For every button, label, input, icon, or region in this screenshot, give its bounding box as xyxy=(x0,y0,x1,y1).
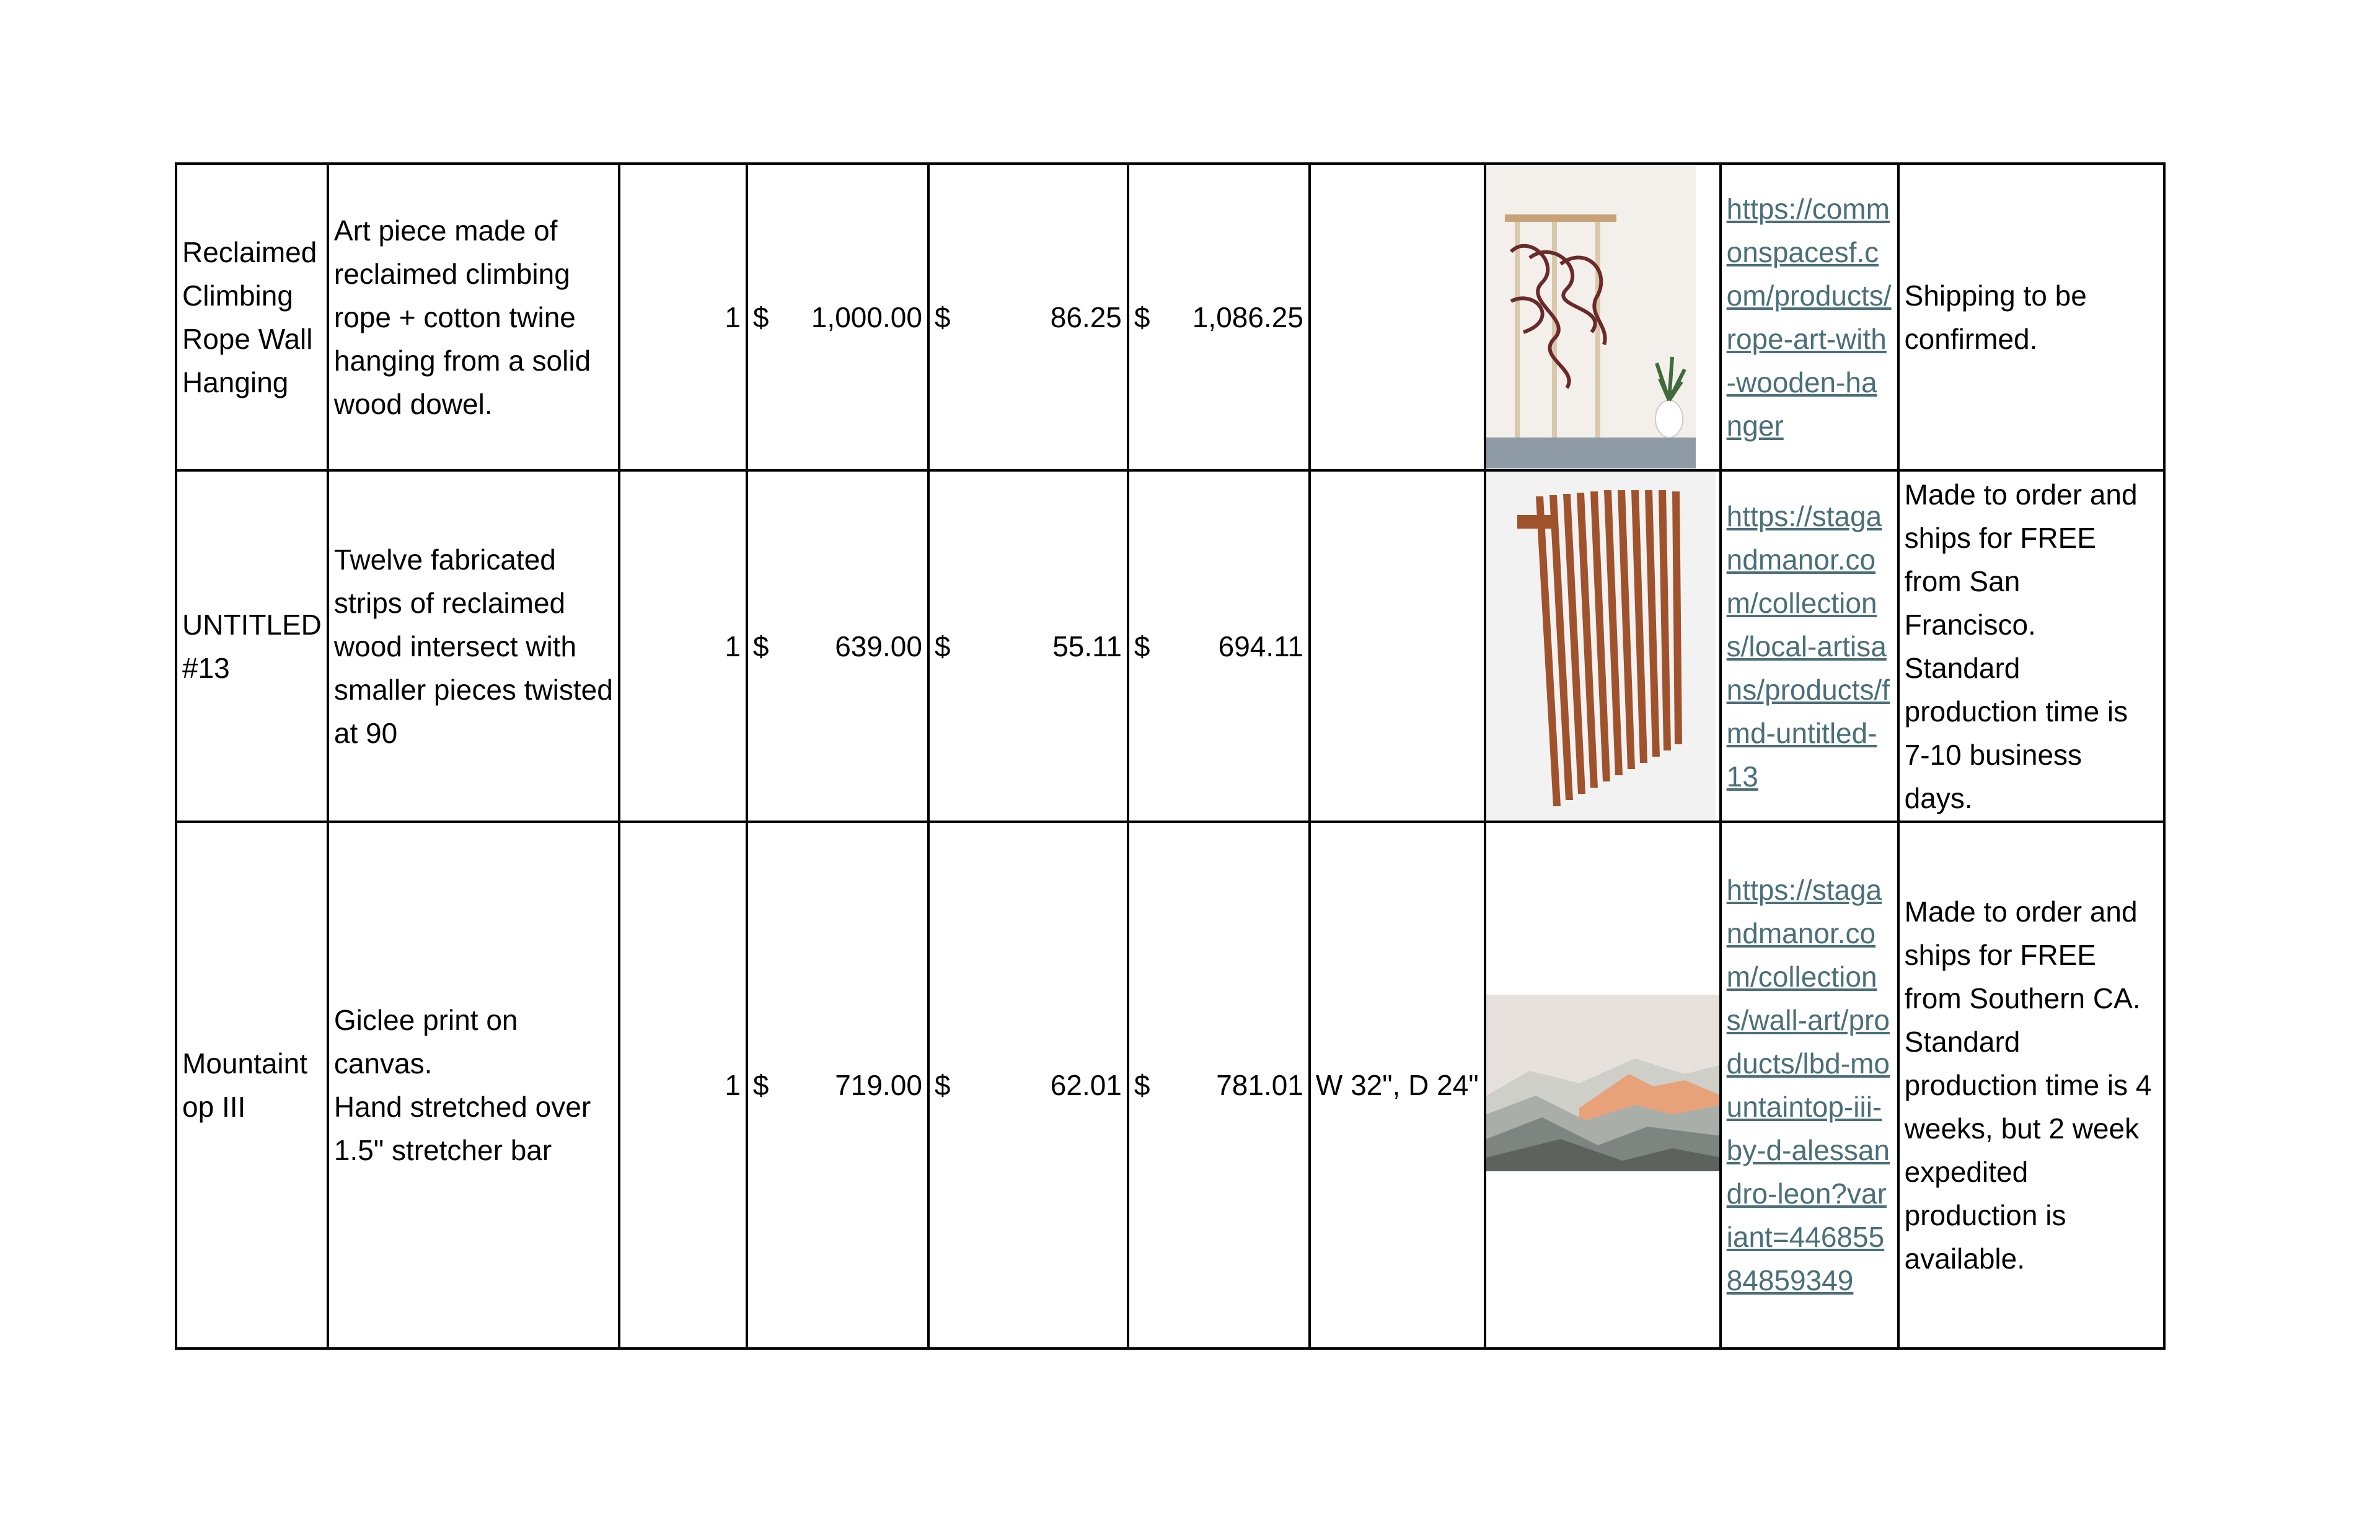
table-row xyxy=(176,470,2164,822)
total-cell xyxy=(1128,822,1310,1349)
total-value: 694.11 xyxy=(1218,630,1303,662)
mountain-print-photo-icon xyxy=(1486,823,1721,1347)
table-row xyxy=(176,822,2164,1349)
notes-cell: Made to order and ships for FREE from Southern CA. Standard production time is 4 weeks, but 2 week expedited production is available. xyxy=(1898,822,2164,1349)
quantity-cell: 1 xyxy=(619,164,747,470)
product-link-cell xyxy=(1721,822,1898,1349)
item-description-cell: Giclee print on canvas. Hand stretched over 1.5" stretcher bar xyxy=(328,822,619,1349)
dimensions-cell xyxy=(1310,164,1485,470)
currency-symbol: $ xyxy=(934,630,951,662)
total-cell xyxy=(1128,470,1310,822)
tax-value: 55.11 xyxy=(1052,630,1122,662)
table-row xyxy=(176,164,2164,470)
currency-symbol: $ xyxy=(934,301,951,333)
price-cell xyxy=(747,822,928,1349)
total-cell xyxy=(1128,164,1310,470)
product-image-cell xyxy=(1485,470,1721,822)
total-value: 1,086.25 xyxy=(1192,301,1303,333)
product-link-cell xyxy=(1721,164,1898,470)
product-table xyxy=(175,162,2166,1350)
dimensions-cell: W 32", D 24" xyxy=(1310,822,1485,1349)
product-link[interactable]: https://stagandmanor.com/collections/wall-art/products/lbd-mountaintop-iii-by-d-alessandro-leon?variant=44685584859349 xyxy=(1726,874,1890,1296)
product-image-cell xyxy=(1485,822,1721,1349)
product-image-cell xyxy=(1485,164,1721,470)
item-description-cell: Twelve fabricated strips of reclaimed wood intersect with smaller pieces twisted at 90 xyxy=(328,470,619,822)
quantity-cell: 1 xyxy=(619,470,747,822)
dimensions-cell xyxy=(1310,470,1485,822)
quantity-cell: 1 xyxy=(619,822,747,1349)
item-name-cell: UNTITLED #13 xyxy=(176,470,328,822)
tax-value: 62.01 xyxy=(1050,1069,1122,1101)
currency-symbol: $ xyxy=(752,301,769,333)
notes-cell: Made to order and ships for FREE from San Francisco. Standard production time is 7-10 business days. xyxy=(1898,470,2164,822)
notes-cell: Shipping to be confirmed. xyxy=(1898,164,2164,470)
product-link-cell xyxy=(1721,470,1898,822)
currency-symbol: $ xyxy=(1134,301,1150,333)
item-name-cell: Mountaintop III xyxy=(176,822,328,1349)
price-cell xyxy=(747,470,928,822)
currency-symbol: $ xyxy=(1134,1069,1150,1101)
total-value: 781.01 xyxy=(1216,1069,1303,1101)
product-link[interactable]: https://commonspacesf.com/products/rope-art-with-wooden-hanger xyxy=(1726,192,1892,442)
rope-wall-hanging-photo-icon xyxy=(1486,165,1696,469)
tax-cell xyxy=(928,470,1128,822)
tax-value: 86.25 xyxy=(1050,301,1122,333)
tax-cell xyxy=(928,164,1128,470)
price-value: 639.00 xyxy=(835,630,922,662)
wood-strips-sculpture-photo-icon xyxy=(1486,472,1716,820)
price-cell xyxy=(747,164,928,470)
tax-cell xyxy=(928,822,1128,1349)
currency-symbol: $ xyxy=(934,1069,951,1101)
item-description-cell: Art piece made of reclaimed climbing rope + cotton twine hanging from a solid wood dowel. xyxy=(328,164,619,470)
price-value: 1,000.00 xyxy=(811,301,922,333)
product-link[interactable]: https://stagandmanor.com/collections/local-artisans/products/fmd-untitled-13 xyxy=(1726,499,1890,793)
item-name-cell: Reclaimed Climbing Rope Wall Hanging xyxy=(176,164,328,470)
currency-symbol: $ xyxy=(1134,630,1150,662)
currency-symbol: $ xyxy=(752,1069,769,1101)
currency-symbol: $ xyxy=(752,630,769,662)
price-value: 719.00 xyxy=(835,1069,922,1101)
